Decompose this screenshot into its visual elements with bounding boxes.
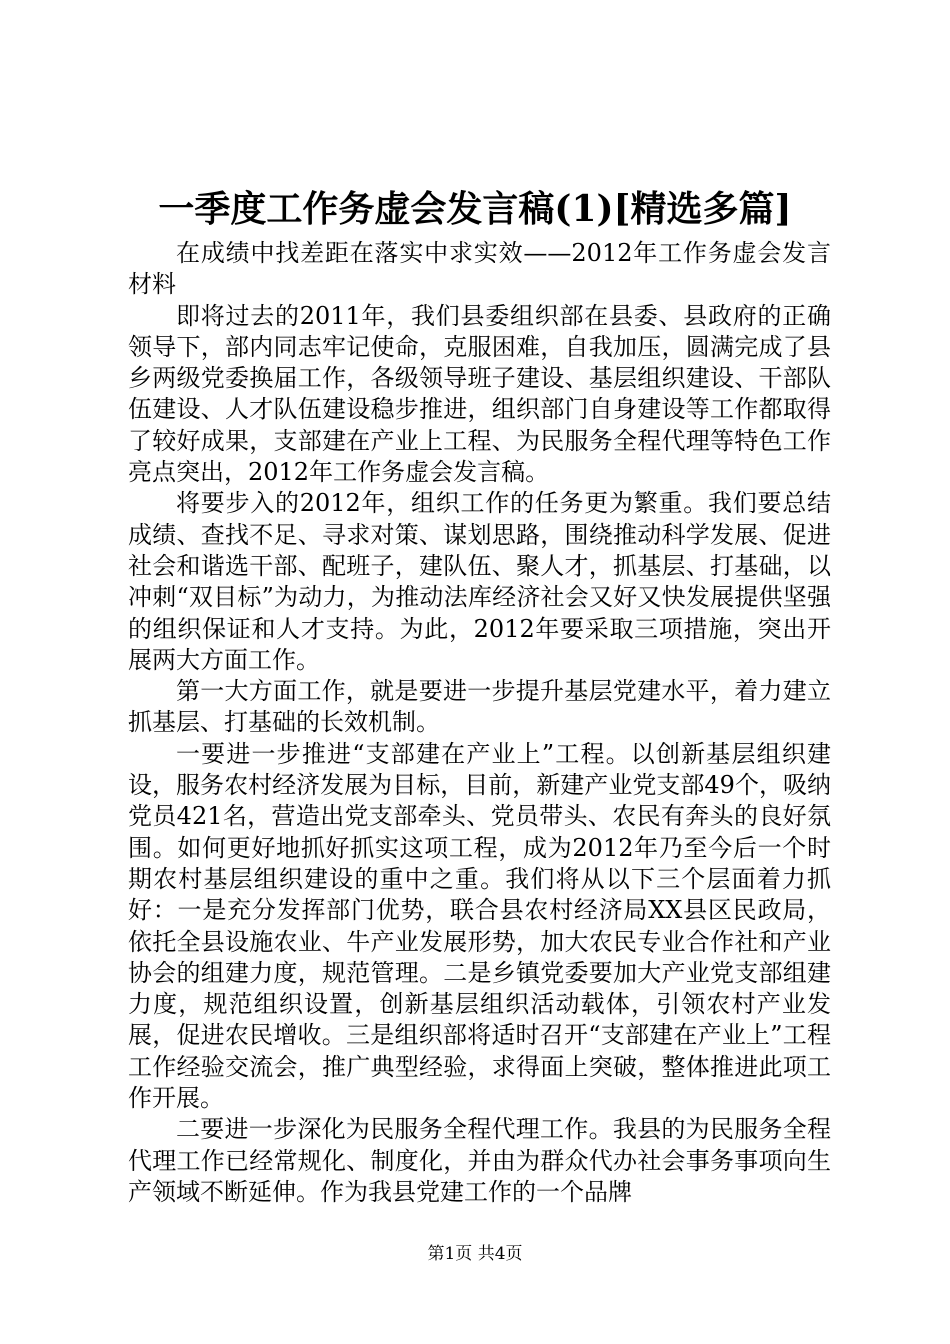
document-body: [128, 238, 831, 1208]
paragraph: 一要进一步推进“支部建在产业上”工程。以创新基层组织建设，服务农村经济发展为目标，目前，新建产业党支部49个，吸纳党员421名，营造出党支部牵头、党员带头、农民有奔头的良好氛围。如何更好地抓好抓实这项工程，成为2012年乃至今后一个时期农村基层组织建设的重中之重。我们将从以下三个层面着力抓好：一是充分发挥部门优势，联合县农村经济局XX县区民政局，依托全县设施农业、牛产业发展形势，加大农民专业合作社和产业协会的组建力度，规范管理。二是乡镇党委要加大产业党支部组建力度，规范组织设置，创新基层组织活动载体，引领农村产业发展，促进农民增收。三是组织部将适时召开“支部建在产业上”工程工作经验交流会，推广典型经验，求得面上突破，整体推进此项工作开展。: [128, 739, 831, 1113]
paragraph: 第一大方面工作，就是要进一步提升基层党建水平，着力建立抓基层、打基础的长效机制。: [128, 677, 831, 737]
paragraph: 即将过去的2011年，我们县委组织部在县委、县政府的正确领导下，部内同志牢记使命，克服困难，自我加压，圆满完成了县乡两级党委换届工作，各级领导班子建设、基层组织建设、干部队伍建设、人才队伍建设稳步推进，组织部门自身建设等工作都取得了较好成果，支部建在产业上工程、为民服务全程代理等特色工作亮点突出，2012年工作务虚会发言稿。: [128, 301, 831, 487]
document-title: 一季度工作务虚会发言稿(1)[精选多篇]: [158, 188, 792, 230]
page-footer: 第1页 共4页: [427, 1244, 523, 1264]
paragraph: 将要步入的2012年，组织工作的任务更为繁重。我们要总结成绩、查找不足、寻求对策、谋划思路，围绕推动科学发展、促进社会和谐选干部、配班子，建队伍、聚人才，抓基层、打基础，以冲刺“双目标”为动力，为推动法库经济社会又好又快发展提供坚强的组织保证和人才支持。为此，2012年要采取三项措施，突出开展两大方面工作。: [128, 489, 831, 674]
paragraph: 二要进一步深化为民服务全程代理工作。我县的为民服务全程代理工作已经常规化、制度化，并由为群众代办社会事务事项向生产领域不断延伸。作为我县党建工作的一个品牌: [128, 1115, 831, 1206]
paragraph: 在成绩中找差距在落实中求实效——2012年工作务虚会发言材料: [128, 239, 831, 299]
